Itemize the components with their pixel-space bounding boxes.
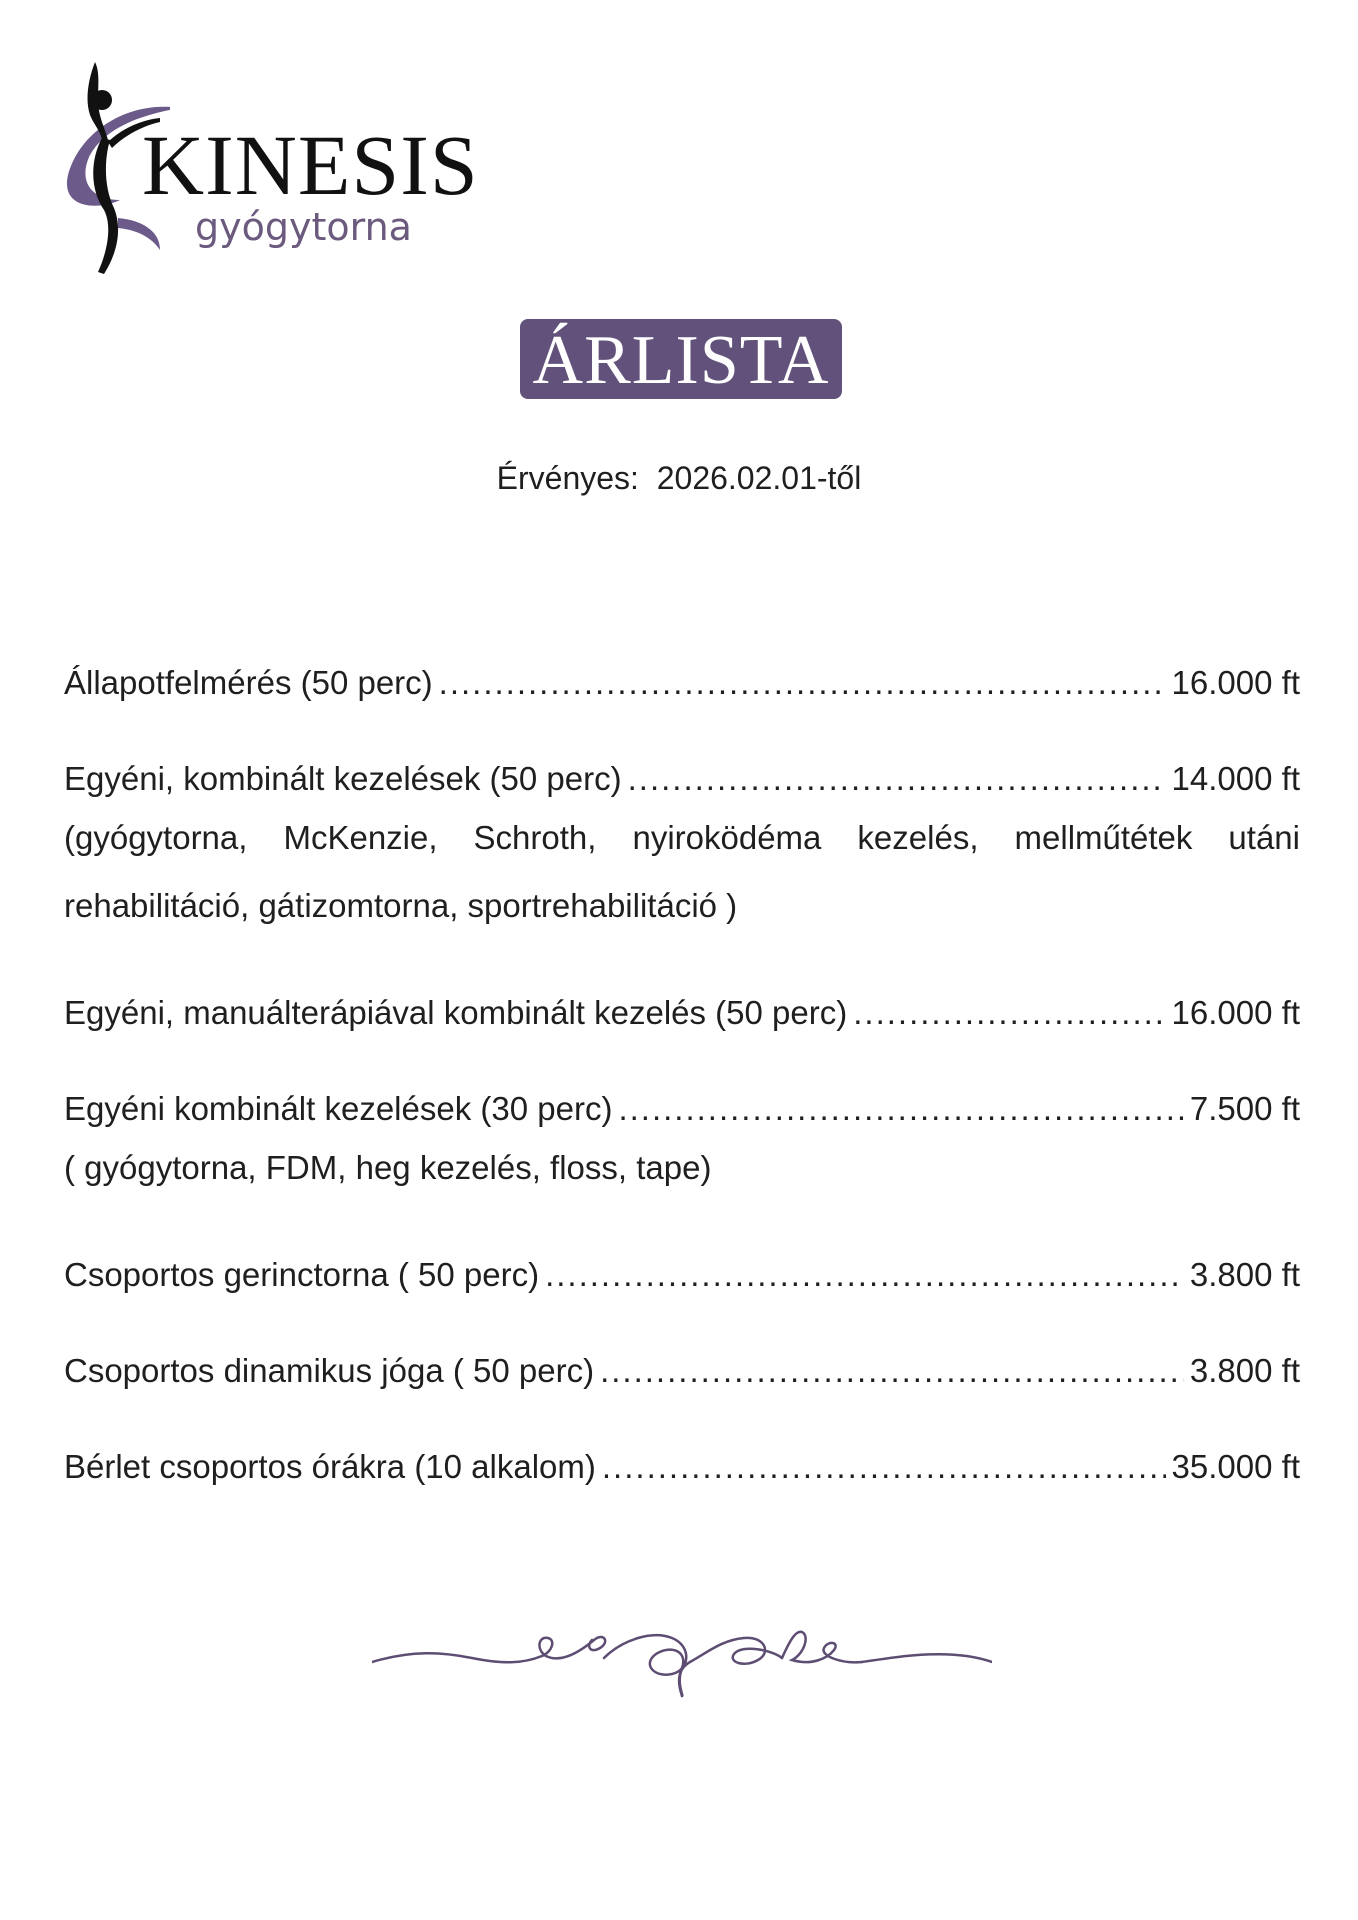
brand-subtitle: gyógytorna bbox=[195, 205, 412, 249]
item-name: Egyéni, kombinált kezelések (50 perc) bbox=[64, 760, 622, 797]
price-item bbox=[64, 1348, 1300, 1394]
price-item bbox=[64, 1444, 1300, 1490]
item-price: 3.800 ft bbox=[1189, 1256, 1300, 1293]
leader-dots bbox=[545, 1252, 1184, 1298]
price-item bbox=[64, 660, 1300, 706]
item-name: Állapotfelmérés (50 perc) bbox=[64, 664, 433, 701]
validity-date: 2026.02.01-től bbox=[656, 460, 862, 496]
price-item bbox=[64, 1252, 1300, 1298]
leader-dots bbox=[600, 1348, 1184, 1394]
item-description: ( gyógytorna, FDM, heg kezelés, floss, tape) bbox=[64, 1149, 712, 1186]
validity-line bbox=[0, 460, 1358, 497]
item-price: 16.000 ft bbox=[1171, 994, 1300, 1031]
price-item bbox=[64, 756, 1300, 940]
title-badge bbox=[520, 319, 842, 399]
leader-dots bbox=[628, 756, 1166, 802]
leader-dots bbox=[602, 1444, 1166, 1490]
leader-dots bbox=[618, 1086, 1183, 1132]
flourish-ornament-icon bbox=[372, 1610, 992, 1700]
validity-label: Érvényes: bbox=[496, 460, 639, 496]
item-price: 7.500 ft bbox=[1189, 1090, 1300, 1127]
brand-name: KINESIS bbox=[142, 117, 479, 213]
item-description: (gyógytorna, McKenzie, Schroth, nyiroködéma kezelés, mellműtétek utáni rehabilitáció, gátizomtorna, sportrehabilitáció ) bbox=[64, 819, 1300, 924]
item-name: Csoportos gerinctorna ( 50 perc) bbox=[64, 1256, 540, 1293]
item-name: Csoportos dinamikus jóga ( 50 perc) bbox=[64, 1352, 595, 1389]
item-price: 35.000 ft bbox=[1171, 1448, 1300, 1485]
item-name: Bérlet csoportos órákra (10 alkalom) bbox=[64, 1448, 596, 1485]
leader-dots bbox=[853, 990, 1165, 1036]
item-price: 14.000 ft bbox=[1171, 760, 1300, 797]
item-name: Egyéni kombinált kezelések (30 perc) bbox=[64, 1090, 613, 1127]
page-title: ÁRLISTA bbox=[532, 322, 830, 399]
price-list bbox=[64, 660, 1300, 1540]
item-price: 16.000 ft bbox=[1171, 664, 1300, 701]
leader-dots bbox=[439, 660, 1166, 706]
item-name: Egyéni, manuálterápiával kombinált kezelés (50 perc) bbox=[64, 994, 848, 1031]
price-item bbox=[64, 990, 1300, 1036]
price-item bbox=[64, 1086, 1300, 1202]
item-price: 3.800 ft bbox=[1189, 1352, 1300, 1389]
kinesis-logo bbox=[60, 60, 479, 280]
